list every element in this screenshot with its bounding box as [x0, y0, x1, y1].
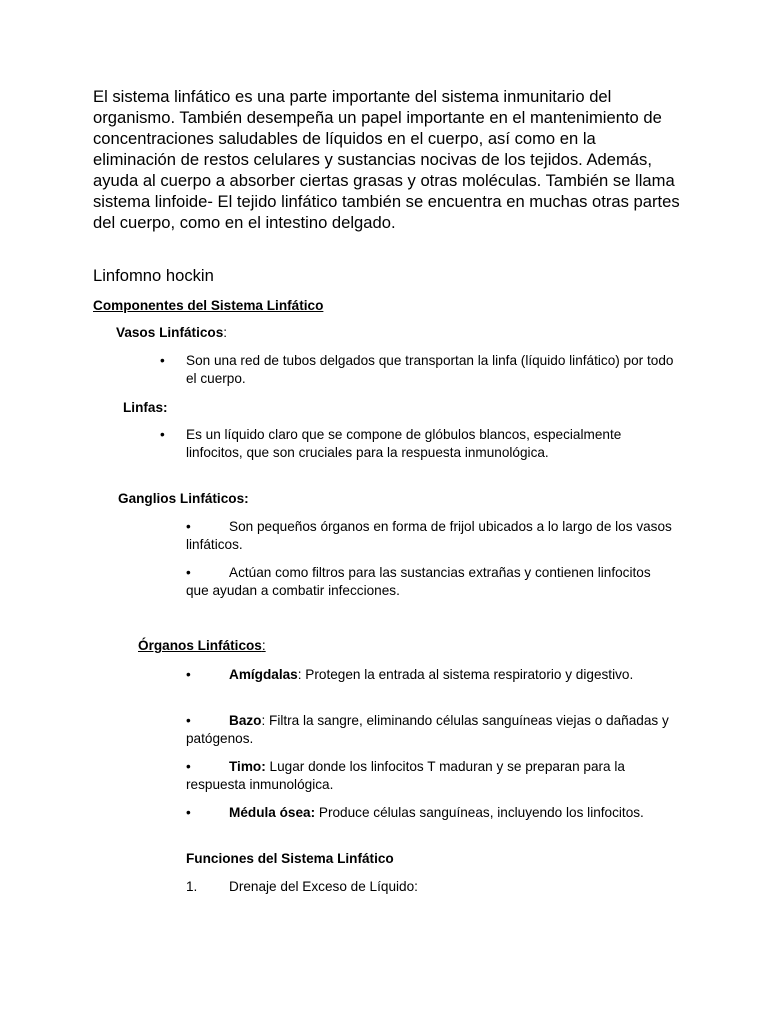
subtitle: Linfomno hockin	[93, 266, 214, 285]
bullet-icon: •	[186, 805, 191, 820]
funciones-heading: Funciones del Sistema Linfático	[186, 851, 394, 866]
organos-item	[186, 758, 676, 794]
organos-item-text: Produce células sanguíneas, incluyendo los linfocitos.	[315, 805, 644, 820]
bullet-icon: •	[186, 667, 191, 682]
organos-item-term: Médula ósea:	[229, 805, 316, 820]
organos-indent	[93, 637, 138, 654]
ganglios-item	[186, 518, 676, 554]
bullet-icon: •	[186, 713, 191, 728]
linfas-heading: Linfas:	[123, 400, 168, 415]
vasos-heading	[116, 324, 227, 341]
organos-item-term: Timo:	[229, 759, 266, 774]
organos-item-text: : Filtra la sangre, eliminando células sanguíneas viejas o dañadas y patógenos.	[186, 713, 669, 746]
organos-item	[186, 712, 676, 748]
organos-item-text: Lugar donde los linfocitos T maduran y se preparan para la respuesta inmunológica.	[186, 759, 625, 792]
bullet-icon: •	[186, 759, 191, 774]
organos-item	[186, 666, 676, 684]
funciones-item	[186, 878, 676, 896]
organos-item-text: : Protegen la entrada al sistema respiratorio y digestivo.	[297, 667, 634, 682]
organos-item-term: Bazo	[229, 713, 262, 728]
organos-heading-colon: :	[261, 638, 266, 653]
vasos-heading-colon: :	[223, 325, 228, 340]
organos-item-term: Amígdalas	[229, 667, 298, 682]
vasos-heading-text: Vasos Linfáticos	[116, 325, 224, 340]
organos-heading-text: Órganos Linfáticos	[138, 638, 262, 653]
ganglios-heading: Ganglios Linfáticos:	[118, 491, 249, 506]
components-heading: Componentes del Sistema Linfático	[93, 298, 324, 313]
vasos-text: Son una red de tubos delgados que transportan la linfa (líquido linfático) por todo el cuerpo.	[186, 353, 674, 386]
bullet-icon: •	[186, 565, 191, 580]
organos-heading	[93, 637, 266, 654]
intro-paragraph: El sistema linfático es una parte importante del sistema inmunitario del organismo. También desempeña un papel importante en el mantenimiento de concentraciones saludables de líquidos en el cuerpo, así como en la eliminación de restos celulares y sustancias nocivas de los tejidos. Además, ayuda al cuerpo a absorber ciertas grasas y otras moléculas. También se llama sistema linfoide- El tejido linfático también se encuentra en muchas otras partes del cuerpo, como en el intestino delgado.	[93, 87, 680, 232]
ganglios-item-text: Son pequeños órganos en forma de frijol ubicados a lo largo de los vasos linfáticos.	[186, 519, 672, 552]
bullet-icon: •	[186, 519, 191, 534]
bullet-icon: •	[160, 353, 165, 368]
ganglios-item-text: Actúan como filtros para las sustancias extrañas y contienen linfocitos que ayudan a combatir infecciones.	[186, 565, 651, 598]
funciones-item-text: Drenaje del Exceso de Líquido:	[229, 879, 418, 894]
ganglios-item	[186, 564, 676, 600]
organos-item	[186, 804, 676, 822]
bullet-icon: •	[160, 427, 165, 442]
list-number: 1.	[186, 879, 198, 894]
linfas-text: Es un líquido claro que se compone de glóbulos blancos, especialmente linfocitos, que son cruciales para la respuesta inmunológica.	[186, 427, 622, 460]
